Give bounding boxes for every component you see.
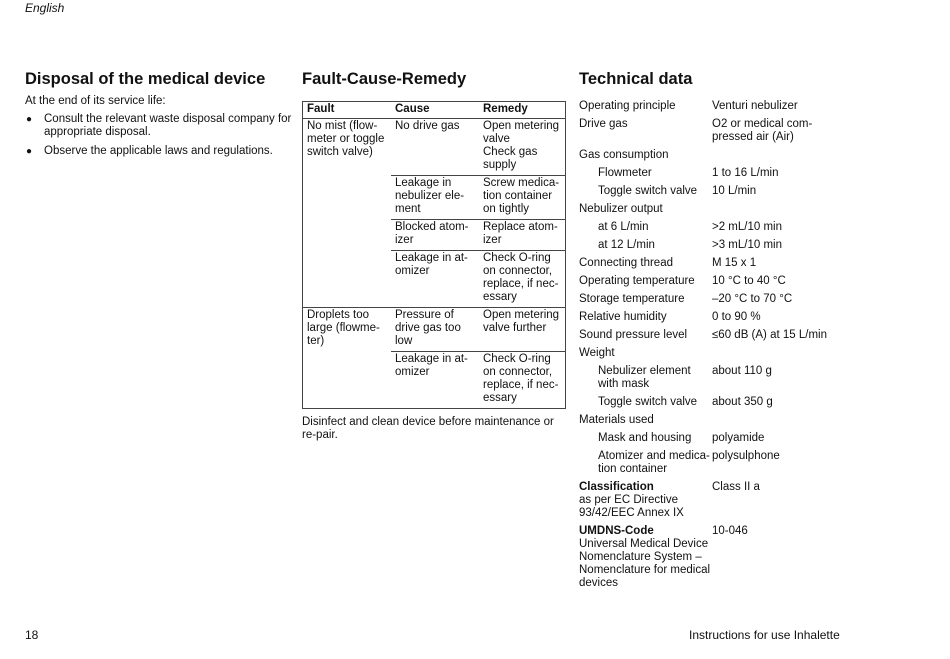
cause-cell: Leakage in nebulizer ele-ment	[391, 176, 479, 220]
disposal-bullet: ● Observe the applicable laws and regulations.	[25, 145, 297, 158]
tech-row	[579, 481, 839, 520]
tech-label: Sound pressure level	[579, 329, 688, 341]
tech-value: 10-046	[712, 525, 748, 537]
tech-row	[579, 185, 839, 198]
table-header-row	[303, 102, 566, 119]
tech-value: 10 L/min	[712, 185, 757, 197]
technical-data-list	[579, 100, 839, 595]
tech-row	[579, 149, 839, 162]
cause-cell: Blocked atom-izer	[391, 220, 479, 251]
fcr-title: Fault-Cause-Remedy	[302, 70, 467, 88]
tech-label: Gas consumption	[579, 149, 669, 161]
tech-value: ≤60 dB (A) at 15 L/min	[712, 329, 827, 341]
tech-label: UMDNS-Code	[579, 525, 654, 537]
tech-row	[579, 203, 839, 216]
fault-cause-remedy-table	[302, 101, 566, 409]
tech-value: polysulphone	[712, 450, 780, 462]
disposal-intro: At the end of its service life:	[25, 95, 166, 107]
tech-row	[579, 293, 839, 306]
tech-label: Nebulizer element with mask	[598, 365, 691, 390]
tech-value: 0 to 90 %	[712, 311, 761, 323]
tech-row	[579, 450, 839, 476]
tech-value: >2 mL/10 min	[712, 221, 782, 233]
tech-row	[579, 275, 839, 288]
tech-label: Drive gas	[579, 118, 628, 130]
fault-cell: Droplets too large (flowme-ter)	[303, 308, 392, 409]
tech-row	[579, 167, 839, 180]
header-cause: Cause	[391, 102, 479, 119]
tech-value: –20 °C to 70 °C	[712, 293, 793, 305]
tech-label: at 12 L/min	[598, 239, 655, 251]
tech-title: Technical data	[579, 70, 693, 88]
tech-value: M 15 x 1	[712, 257, 757, 269]
remedy-cell: Check O-ring on connector, replace, if nec-essary	[479, 352, 566, 409]
tech-label-group	[579, 481, 712, 520]
tech-label: Toggle switch valve	[598, 185, 698, 197]
remedy-cell: Screw medica-tion container on tightly	[479, 176, 566, 220]
tech-row	[579, 100, 839, 113]
tech-label-sub: Universal Medical Device Nomenclature System – Nomenclature for medical devices	[579, 538, 711, 589]
cause-cell: Pressure of drive gas too low	[391, 308, 479, 352]
tech-label: Atomizer and medica-tion container	[598, 450, 710, 475]
tech-label-sub: as per EC Directive 93/42/EEC Annex IX	[579, 494, 684, 519]
tech-row	[579, 239, 839, 252]
language-label: English	[25, 1, 65, 15]
remedy-cell: Check O-ring on connector, replace, if nec-essary	[479, 251, 566, 308]
tech-row	[579, 221, 839, 234]
tech-label: Classification	[579, 481, 654, 493]
tech-label: Toggle switch valve	[598, 396, 698, 408]
tech-label: Operating principle	[579, 100, 676, 112]
tech-row	[579, 311, 839, 324]
tech-value: O2 or medical com-pressed air (Air)	[712, 118, 813, 143]
tech-label: Connecting thread	[579, 257, 673, 269]
tech-label: Operating temperature	[579, 275, 695, 287]
tech-label: Weight	[579, 347, 615, 359]
remedy-cell: Open metering valve Check gas supply	[483, 120, 560, 171]
tech-label: at 6 L/min	[598, 221, 649, 233]
tech-value: polyamide	[712, 432, 765, 444]
remedy-cell: Open metering valve further	[479, 308, 566, 352]
tech-label: Nebulizer output	[579, 203, 663, 215]
tech-row	[579, 329, 839, 342]
tech-row	[579, 257, 839, 270]
page-number: 18	[25, 628, 39, 642]
tech-value: Class II a	[712, 481, 760, 493]
tech-value: >3 mL/10 min	[712, 239, 782, 251]
tech-row	[579, 347, 839, 360]
tech-row	[579, 414, 839, 427]
disposal-bullet: ● Consult the relevant waste disposal company for appropriate disposal.	[25, 113, 297, 139]
tech-row	[579, 396, 839, 409]
tech-label: Flowmeter	[598, 167, 652, 179]
remedy-cell: Replace atom-izer	[479, 220, 566, 251]
disposal-title: Disposal of the medical device	[25, 70, 266, 88]
tech-value: 1 to 16 L/min	[712, 167, 779, 179]
header-fault: Fault	[303, 102, 392, 119]
tech-value: about 350 g	[712, 396, 773, 408]
tech-value: Venturi nebulizer	[712, 100, 798, 112]
table-row	[303, 119, 566, 176]
tech-row	[579, 432, 839, 445]
document-title: Instructions for use Inhalette	[689, 628, 840, 642]
tech-label-group	[579, 525, 712, 590]
tech-row	[579, 365, 839, 391]
tech-label: Mask and housing	[598, 432, 692, 444]
tech-label: Storage temperature	[579, 293, 685, 305]
tech-label: Materials used	[579, 414, 654, 426]
disposal-bullet-list	[25, 113, 297, 164]
tech-value: about 110 g	[712, 365, 772, 377]
header-remedy: Remedy	[479, 102, 566, 119]
table-row	[303, 308, 566, 352]
cause-cell: Leakage in at-omizer	[391, 251, 479, 308]
tech-row	[579, 118, 839, 144]
cause-cell: No drive gas	[395, 120, 460, 132]
tech-label: Relative humidity	[579, 311, 667, 323]
cause-cell: Leakage in at-omizer	[391, 352, 479, 409]
fault-cell: No mist (flow-meter or toggle switch valve)	[307, 120, 385, 158]
maintenance-note: Disinfect and clean device before maintenance or re-pair.	[302, 416, 554, 441]
tech-row	[579, 525, 839, 590]
tech-value: 10 °C to 40 °C	[712, 275, 786, 287]
